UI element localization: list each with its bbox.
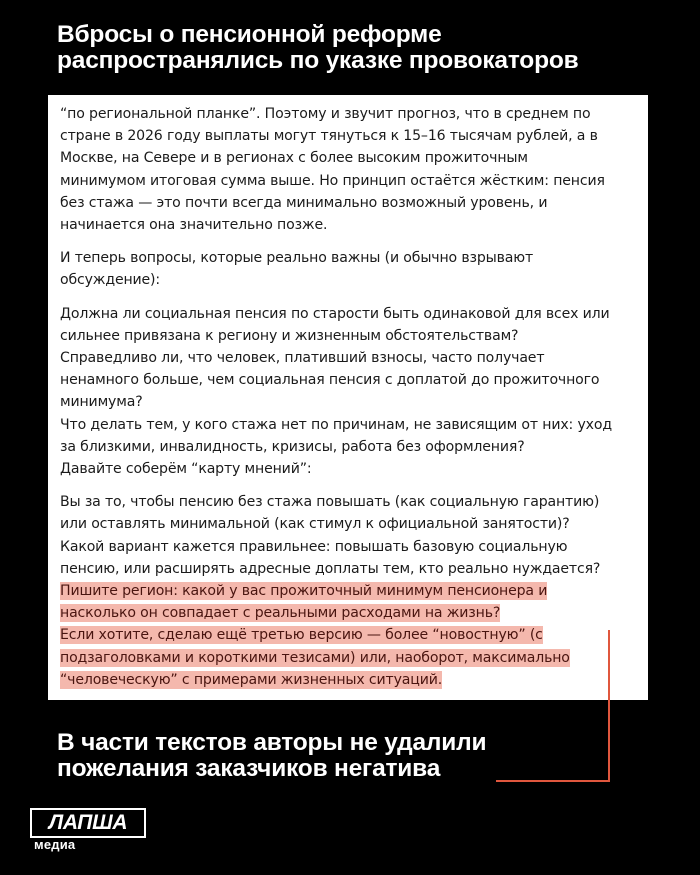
lapsha-media-logo xyxy=(30,808,150,858)
text-line: или оставлять минимальной (как стимул к официальной занятости)? xyxy=(60,516,570,533)
text-line: Какой вариант кажется правильнее: повышать базовую социальную xyxy=(60,538,568,555)
logo-subtitle: медиа xyxy=(34,837,76,852)
highlighted-line xyxy=(60,669,650,691)
text-line: Вы за то, чтобы пенсию без стажа повышать (как социальную гарантию) xyxy=(60,494,600,511)
text-line: обсуждение): xyxy=(60,272,161,289)
caption xyxy=(57,730,617,782)
highlighted-line xyxy=(60,647,650,669)
text-line: минимумом итоговая сумма выше. Но принцип остаётся жёстким: пенсия xyxy=(60,172,605,189)
text-line: начинается она значительно позже. xyxy=(60,217,328,234)
text-line: “по региональной планке”. Поэтому и звучит прогноз, что в среднем по xyxy=(60,106,591,122)
text-line: Москве, на Севере и в регионах с более высоким прожиточным xyxy=(60,150,528,167)
headline xyxy=(57,22,677,74)
highlighted-line xyxy=(60,624,650,646)
caption-line-2: пожелания заказчиков негатива xyxy=(57,755,441,782)
logo-name: ЛАПША xyxy=(48,811,128,834)
text-line: за близкими, инвалидность, кризисы, работа без оформления? xyxy=(60,438,525,455)
text-line: стране в 2026 году выплаты могут тянуться к 15–16 тысячам рублей, а в xyxy=(60,128,598,145)
highlight: насколько он совпадает с реальными расходами на жизнь? xyxy=(60,605,501,622)
highlight: Если хотите, сделаю ещё третью версию — более “новостную” (с xyxy=(60,627,543,644)
paragraph-poll xyxy=(60,491,650,691)
text-line: минимума? xyxy=(60,394,143,411)
screenshot-card xyxy=(48,95,648,700)
headline-line-1: Вбросы о пенсионной реформе xyxy=(57,21,442,48)
text-line: Давайте соберём “карту мнений”: xyxy=(60,461,312,478)
highlight: Пишите регион: какой у вас прожиточный минимум пенсионера и xyxy=(60,583,548,600)
paragraph-questions-intro xyxy=(60,247,650,291)
paragraph-questions xyxy=(60,303,650,481)
text-line: И теперь вопросы, которые реально важны (и обычно взрывают xyxy=(60,250,534,267)
highlighted-line xyxy=(60,580,650,602)
text-line: без стажа — это почти всегда минимально возможный уровень, и xyxy=(60,194,548,211)
text-line: Справедливо ли, что человек, плативший взносы, часто получает xyxy=(60,350,545,367)
headline-line-2: распространялись по указке провокаторов xyxy=(57,47,579,74)
highlight: “человеческую” с примерами жизненных ситуаций. xyxy=(60,671,443,688)
text-line: пенсию, или расширять адресные доплаты тем, кто реально нуждается? xyxy=(60,560,601,577)
highlighted-line xyxy=(60,602,650,624)
text-line: сильнее привязана к региону и жизненным обстоятельствам? xyxy=(60,327,519,344)
caption-line-1: В части текстов авторы не удалили xyxy=(57,729,487,756)
text-line: ненамного больше, чем социальная пенсия с доплатой до прожиточного xyxy=(60,372,600,389)
text-line: Должна ли социальная пенсия по старости быть одинаковой для всех или xyxy=(60,305,610,322)
paragraph-forecast xyxy=(60,103,650,236)
logo-frame xyxy=(30,808,146,838)
text-line: Что делать тем, у кого стажа нет по причинам, не зависящим от них: уход xyxy=(60,416,612,433)
highlight: подзаголовками и короткими тезисами) или, наоборот, максимально xyxy=(60,649,570,666)
card-text xyxy=(60,103,650,702)
